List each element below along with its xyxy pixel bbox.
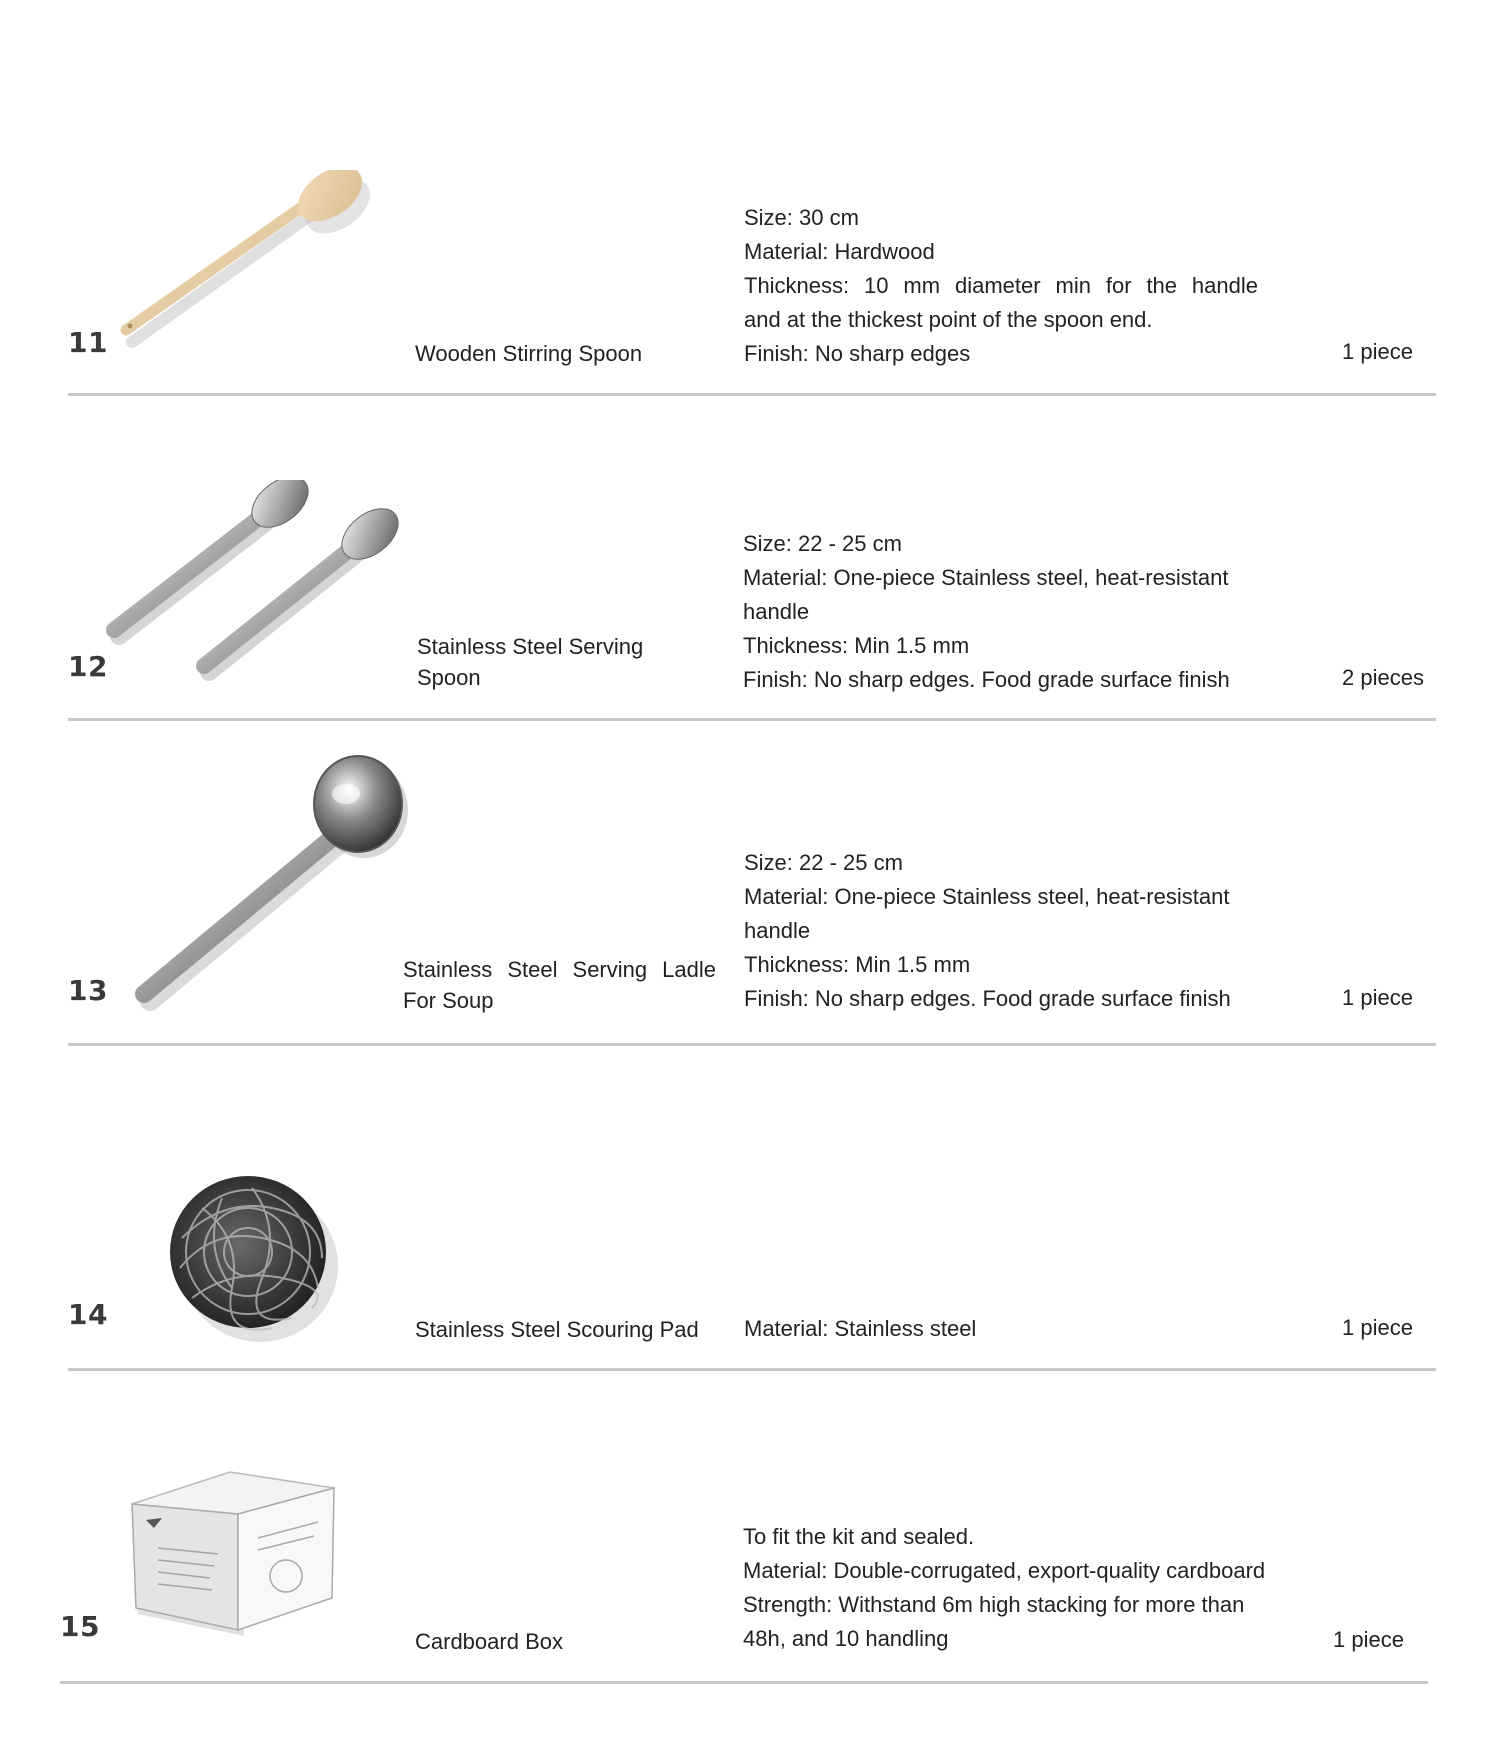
spec-line: To fit the kit and sealed. xyxy=(743,1524,975,1549)
spec-line: handle xyxy=(743,599,810,624)
item-name-line: For Soup xyxy=(403,988,494,1013)
item-number: 13 xyxy=(68,974,108,1007)
item-specs xyxy=(743,527,1257,697)
wooden-spoon-icon xyxy=(118,170,388,360)
spec-line: Finish: No sharp edges xyxy=(744,341,971,366)
item-specs xyxy=(744,1312,1258,1346)
item-name: Wooden Stirring Spoon xyxy=(415,341,643,366)
item-name: Stainless Steel Scouring Pad xyxy=(415,1317,699,1342)
spec-line: Thickness: Min 1.5 mm xyxy=(743,633,970,658)
item-quantity: 2 pieces xyxy=(1342,665,1424,690)
item-number: 12 xyxy=(68,650,108,683)
item-name: Cardboard Box xyxy=(415,1629,563,1654)
item-quantity: 1 piece xyxy=(1333,1627,1404,1652)
item-number: 15 xyxy=(60,1610,100,1643)
serving-spoons-icon xyxy=(104,480,404,690)
spec-line: handle xyxy=(744,918,811,943)
scouring-pad-icon xyxy=(162,1168,342,1348)
item-quantity: 1 piece xyxy=(1342,339,1413,364)
item-quantity: 1 piece xyxy=(1342,985,1413,1010)
ladle-icon xyxy=(132,754,412,1014)
spec-line: 48h, and 10 handling xyxy=(743,1626,949,1651)
spec-line: Finish: No sharp edges. Food grade surface finish xyxy=(743,667,1230,692)
spec-line: and at the thickest point of the spoon end. xyxy=(744,307,1153,332)
spec-line: Size: 22 - 25 cm xyxy=(743,531,902,556)
item-specs xyxy=(744,846,1258,1016)
item-name-line: Stainless Steel Serving Ladle xyxy=(403,957,716,982)
spec-line: Size: 22 - 25 cm xyxy=(744,850,903,875)
spec-line: Material: Stainless steel xyxy=(744,1316,977,1341)
row-divider xyxy=(68,393,1436,396)
item-number: 11 xyxy=(68,326,108,359)
row-divider xyxy=(68,718,1436,721)
spec-line: Strength: Withstand 6m high stacking for more than xyxy=(743,1592,1245,1617)
spec-line: Thickness: Min 1.5 mm xyxy=(744,952,971,977)
row-divider xyxy=(68,1368,1436,1371)
item-name xyxy=(417,631,717,693)
item-specs xyxy=(744,201,1258,371)
cardboard-box-icon xyxy=(118,1458,348,1638)
item-specs xyxy=(743,1520,1303,1656)
spec-line: Thickness: 10 mm diameter min for the handle xyxy=(744,273,1258,298)
item-quantity: 1 piece xyxy=(1342,1315,1413,1340)
item-name-line: Spoon xyxy=(417,665,481,690)
spec-line: Finish: No sharp edges. Food grade surface finish xyxy=(744,986,1231,1011)
item-name-line: Stainless Steel Serving xyxy=(417,634,644,659)
spec-line: Size: 30 cm xyxy=(744,205,859,230)
spec-line: Material: One-piece Stainless steel, heat-resistant xyxy=(743,565,1229,590)
item-number: 14 xyxy=(68,1298,108,1331)
row-divider xyxy=(60,1681,1428,1684)
spec-line: Material: One-piece Stainless steel, heat-resistant xyxy=(744,884,1230,909)
spec-line: Material: Double-corrugated, export-quality cardboard xyxy=(743,1558,1266,1583)
item-name xyxy=(403,954,716,1016)
spec-line: Material: Hardwood xyxy=(744,239,935,264)
row-divider xyxy=(68,1043,1436,1046)
